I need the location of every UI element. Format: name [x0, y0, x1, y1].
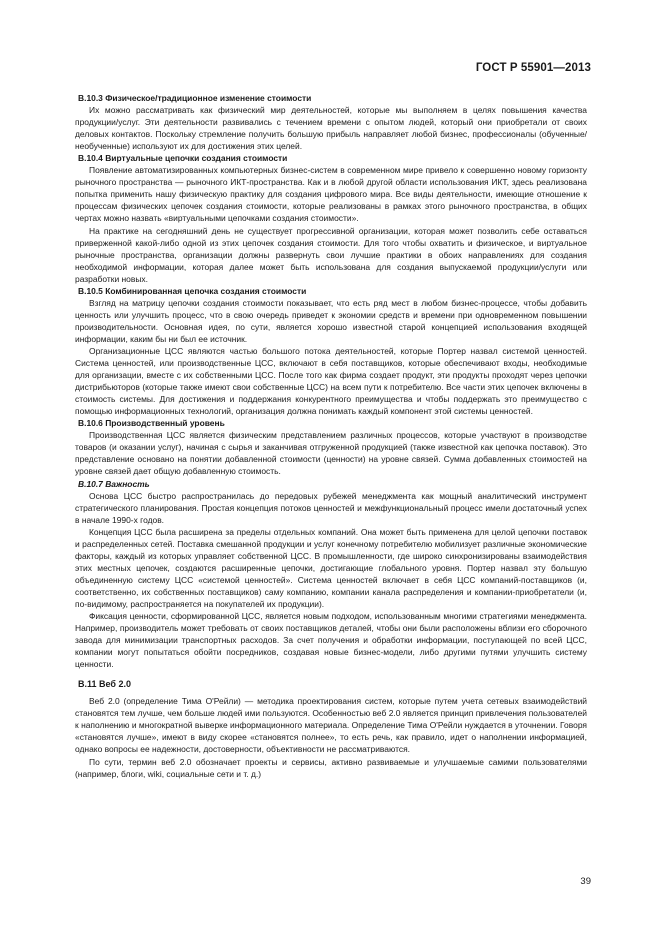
paragraph: Фиксация ценности, сформированной ЦСС, является новым подходом, использованным многими стратегиями менеджмента. Например, производитель может требовать от своих поставщиков деталей, чтобы они были расположены вблизи его сборочного завода для минимизации транспортных расходов. За счет получения и обработки информации, поступающей по всей ЦСС, компании могут попытаться обойти посредников, создавая новые бизнес-модели, либо другими путями улучшить систему ценности. — [75, 611, 587, 670]
main-content — [75, 92, 587, 780]
section-heading-b-11: B.11 Веб 2.0 — [78, 679, 131, 690]
paragraph: На практике на сегодняшний день не существует прогрессивной организации, которая может позволить себе оставаться приверженной какой-либо одной из этих цепочек создания стоимости. Для того чтобы охватить и физическое, и виртуальное рыночные пространства, организации должны развернуть свои лучшие практики в обоих направлениях для создания необходимой информации, которая далее может быть использована для создания выпускаемой продукции/услуги или разработки новых. — [75, 225, 587, 284]
section-heading-b-10-7: B.10.7 Важность — [78, 478, 150, 489]
section-heading-b-10-6: B.10.6 Производственный уровень — [78, 418, 225, 429]
paragraph: Взгляд на матрицу цепочки создания стоимости показывает, что есть ряд мест в любом бизнес-процессе, чтобы добавить ценность или улучшить процесс, что в свою очередь приведет к экономии средств и времени при одновременном повышении производительности. Основная идея, по сути, является хорошо известной старой концепцией использования входящей информации, каким бы ни был ее источник. — [75, 297, 587, 344]
section-heading-b-10-5: B.10.5 Комбинированная цепочка создания стоимости — [78, 285, 307, 296]
section-heading-b-10-3: B.10.3 Физическое/традиционное изменение стоимости — [78, 93, 312, 103]
paragraph: По сути, термин веб 2.0 обозначает проекты и сервисы, активно развиваемые и улучшаемые самими пользователями (например, блоги, wiki, социальные сети и т. д.) — [75, 756, 587, 779]
paragraph: Основа ЦСС быстро распространилась до передовых рубежей менеджмента как мощный аналитический инструмент стратегического планирования. Простая концепция потоков ценностей и межфункциональный процесс имели достаточный успех в начале 1990-х годов. — [75, 490, 587, 525]
document-code: ГОСТ Р 55901—2013 — [475, 62, 591, 74]
paragraph: Концепция ЦСС была расширена за пределы отдельных компаний. Она может быть применена для целой цепочки поставок и распределенных сетей. Поставка смешанной продукции и услуг конечному потребителю мобилизует различные экономические факторы, каждый из которых управляет собственной ЦСС. В промышленности, где широко синхронизированы взаимодействия этих местных цепочек, создаются расширенные цепочки, достигающие глобального уровня. Портер назвал эту большую объединенную систему ЦСС «системой ценностей». Система ценностей включает в себя ЦСС компаний-поставщиков (и, соответственно, их собственных поставщиков) саму компанию, компании канала распределения и компании-приобретатели (и, по-видимому, распространяется на покупателей их продукции). — [75, 526, 587, 609]
paragraph: Веб 2.0 (определение Тима О'Рейли) — методика проектирования систем, которые путем учета сетевых взаимодействий становятся тем лучше, чем больше людей ими пользуются. Особенностью веб 2.0 является принцип привлечения пользователей к наполнению и многократной выверке информационного материала. Определение Тима О'Рейли нуждается в уточнении. Говоря «становятся лучше», имеют в виду скорее «становятся полнее», то есть речь, как правило, идет о наполнении информацией, однако вопросы ее надежности, достоверности, объективности не рассматриваются. — [75, 696, 587, 755]
page-number: 39 — [580, 876, 591, 887]
section-heading-b-10-4: B.10.4 Виртуальные цепочки создания стоимости — [78, 153, 288, 164]
paragraph: Организационные ЦСС являются частью большого потока деятельностей, которые Портер назвал системой ценностей. Система ценностей, или производственные ЦСС, включают в себя поставщиков, которые обеспечивают входы, необходимые для организации, вместе с их собственными ЦСС. После того как фирма создает продукт, эти продукты проходят через цепочки дистрибьюторов (которые также имеют свои собственные ЦСС) на всем пути к потребителю. Все части этих цепочек включены в стоимость системы. Для достижения и поддержания конкурентного преимущества и чтобы поддержать это преимущество с помощью информационных технологий, организация должна понимать каждый компонент этой системы ценностей. — [75, 345, 587, 417]
paragraph: Появление автоматизированных компьютерных бизнес-систем в современном мире привело к совершенно новому горизонту рыночного пространства — рыночного ИКТ-пространства. Как и в любой другой области использования ИКТ, здесь реализована попытка применить нашу физическую практику для создания цифрового мира. Все виды деятельности, имеющие отношение к процессам физических цепочек создания стоимости, которые реализованы в рамках этого рыночного пространства, в общих чертах можно назвать «виртуальными цепочками создания стоимости». — [75, 165, 587, 224]
paragraph: Их можно рассматривать как физический мир деятельностей, которые мы выполняем в целях повышения качества продукции/услуг. Эти деятельности развивались с течением времени с опытом людей, который они приобретали от своих деловых контактов. Поскольку стремление получить большую прибыль направляет любой бизнес, профессионалы (обученные/необученные) используют их для достижения этих целей. — [75, 105, 587, 152]
paragraph: Производственная ЦСС является физическим представлением различных процессов, которые участвуют в производстве товаров (и оказании услуг), начиная с сырья и заканчивая отгруженной продукцией (также известной как цепочка поставок). Это представление основано на понятии добавленной стоимости (ценности) на уровне связей. Сумма добавленных стоимостей на уровне связей дает общую добавленную стоимость. — [75, 430, 587, 477]
